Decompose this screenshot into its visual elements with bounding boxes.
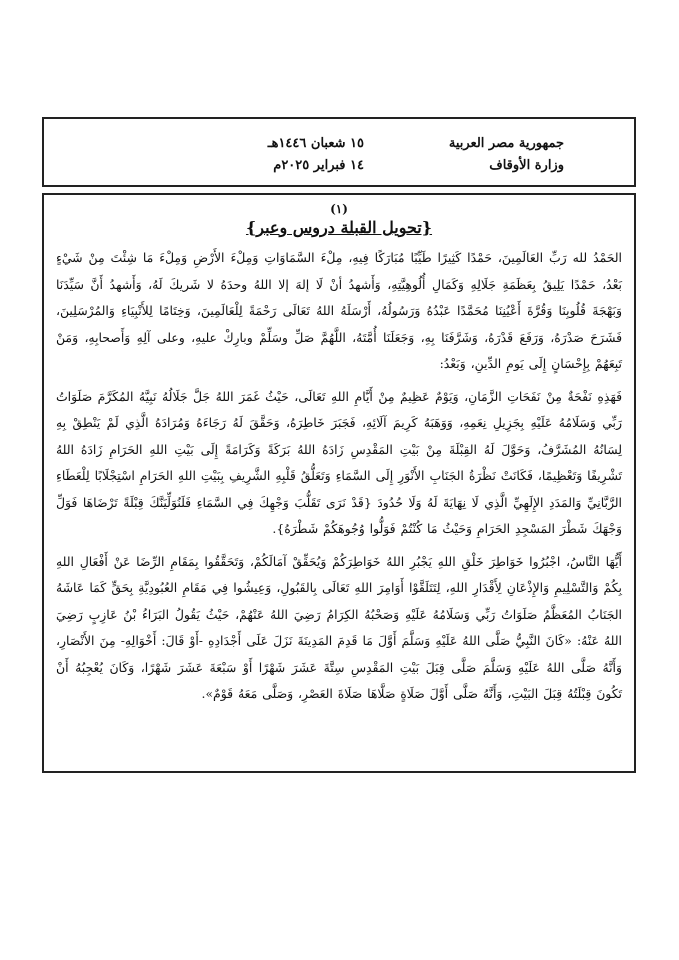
- lesson-title: {تحويل القبلة دروس وعبر}: [245, 218, 433, 237]
- country-name: جمهورية مصر العربية: [448, 136, 564, 151]
- lesson-number: (١): [330, 202, 348, 216]
- paragraph-opening: الحَمْدُ لله رَبِّ العَالَمِينَ، حَمْدًا كَثِيرًا طَيِّبًا مُبَارَكًا فِيهِ، مِلْءَ السَّمَاوَاتِ وَمِلْءَ الأَرْضِ وَمِلْءَ مَا شِئْتَ مِنْ شَيْءٍ بَعْدُ، حَمْدًا يَلِيقُ بِعَظَمَةِ جَلَالِهِ وَكَمَالِ أُلُوهِيَّتِهِ، وَأَشهدُ أنْ لَا إلهَ إلا اللهُ وحدَهُ لا شَريكَ لَهُ، وَأَشهدُ أَنَّ سَيِّدَنَا وَبَهْجَةَ قُلُوبِنَا وَقُرَّةَ أَعْيُنِنَا مُحَمَّدًا عَبْدُهُ وَرَسُولُهُ، أَرْسَلَهُ اللهُ تَعَالَى رَحْمَةً لِلْعَالَمِينَ، وَخِتَامًا لِلأَنْبِيَاءِ وَالمُرْسَلِينَ، فَشَرَحَ صَدْرَهُ، وَرَفَعَ قَدْرَهُ، وَشَرَّفَنَا بِهِ، وَجَعَلَنَا أُمَّتَهُ، اللَّهُمَّ صَلِّ وسَلِّمْ وبارِكْ عليهِ، وعلى آلِهِ وَأَصحابِهِ، وَمَنْ تَبِعَهُمْ بِإِحْسَانٍ إِلَى يَومِ الدِّينِ، وَبَعْدُ:: [56, 250, 622, 371]
- paragraph-qibla-change: فَهَذِهِ نَفْحَةٌ مِنْ نَفَحَاتِ الزَّمَانِ، وَيَوْمٌ عَظِيمٌ مِنْ أَيَّامِ اللهِ تَعَالَى، حَيْثُ غَمَرَ اللهُ جَلَّ جَلَالُهُ نَبِيَّهُ المُكَرَّمَ صَلَوَاتُ رَبِّي وَسَلَامُهُ عَلَيْهِ بِجَزِيلِ نِعَمِهِ، وَوَهَبَهُ كَرِيمَ آلَائِهِ، فَجَبَرَ خَاطِرَهُ، وَحَقَّقَ لَهُ رَجَاءَهُ وَمُرَادَهُ الَّذِي لَمْ يَنْطِقْ بِهِ لِسَانُهُ المُشَرَّفُ، وَحَوَّلَ لَهُ القِبْلَةَ مِنْ بَيْتِ المَقْدِسِ زَادَهُ اللهُ بَرَكَةً وَكَرَامَةً إِلَى بَيْتِ اللهِ الحَرَامِ زَادَهُ اللهُ تَشْرِيفًا وَتَعْظِيمًا، فَكَانَتْ نَظْرَةُ الجَنَابِ الأَنْوَرِ إِلَى السَّمَاءِ وَتَعَلُّقُ قَلْبِهِ الشَّرِيفِ بِبَيْتِ اللهِ الحَرَامِ اسْتِجْلَابًا لِلْعَطَاءِ الرَّبَّانِيِّ وَالمَدَدِ الإِلَهِيِّ الَّذِي لَا نِهَايَةَ لَهُ وَلَا حُدُودَ {قَدْ نَرَى تَقَلُّبَ وَجْهِكَ فِي السَّمَاءِ فَلَنُوَلِّيَنَّكَ قِبْلَةً تَرْضَاهَا فَوَلِّ وَجْهَكَ شَطْرَ المَسْجِدِ الحَرَامِ وَحَيْثُ مَا كُنْتُمْ فَوَلُّوا وُجُوهَكُمْ شَطْرَهُ}.: [56, 388, 622, 536]
- sermon-body: [42, 193, 636, 773]
- gregorian-date: ١٤ فبراير ٢٠٢٥م: [273, 158, 364, 173]
- ministry-name: وزارة الأوقاف: [489, 158, 564, 173]
- issuer-block: [449, 133, 564, 177]
- paragraph-exhortation: أَيُّهَا النَّاسُ، اجْبُرُوا خَوَاطِرَ خَلْقِ اللهِ يَجْبُرِ اللهُ خَوَاطِرَكُمْ وَيُحَقِّقْ آمَالَكُمْ، وَتَحَقَّقُوا بِمَقَامِ الرِّضَا عَنْ أَفْعَالِ اللهِ بِكُمْ وَالتَّسْلِيمِ وَالإِذْعَانِ لِأَقْدَارِ اللهِ، لِتَتَلَقَّوْا أَوَامِرَ اللهِ تَعَالَى بِالقَبُولِ، وَعِيشُوا فِي مَقَامِ العُبُودِيَّةِ بِحَقٍّ كَمَا عَاشَهُ الجَنَابُ المُعَظَّمُ صَلَوَاتُ رَبِّي وَسَلَامُهُ عَلَيْهِ وَصَحْبُهُ الكِرَامُ رَضِيَ اللهُ عَنْهُمْ، حَيْثُ يَقُولُ البَرَاءُ بْنُ عَازِبٍ رَضِيَ اللهُ عَنْهُ: «كَانَ النَّبِيُّ صَلَّى اللهُ عَلَيْهِ وَسَلَّمَ أَوَّلَ مَا قَدِمَ المَدِينَةَ نَزَلَ عَلَى أَجْدَادِهِ -أَوْ قَالَ: أَخْوَالِهِ- مِنَ الأَنْصَارِ، وَأَنَّهُ صَلَّى اللهُ عَلَيْهِ وَسَلَّمَ صَلَّى قِبَلَ بَيْتِ المَقْدِسِ سِتَّةَ عَشَرَ شَهْرًا أَوْ سَبْعَةَ عَشَرَ شَهْرًا، وَكَانَ يُعْجِبُهُ أَنْ تَكُونَ قِبْلَتُهُ قِبَلَ البَيْتِ، وَأَنَّهُ صَلَّى أَوَّلَ صَلَاةٍ صَلَّاهَا صَلَاةَ العَصْرِ، وَصَلَّى مَعَهُ قَوْمٌ».: [56, 553, 622, 701]
- header-box: [42, 117, 636, 187]
- hijri-date: ١٥ شعبان ١٤٤٦هـ: [267, 136, 364, 151]
- date-block: [268, 133, 364, 177]
